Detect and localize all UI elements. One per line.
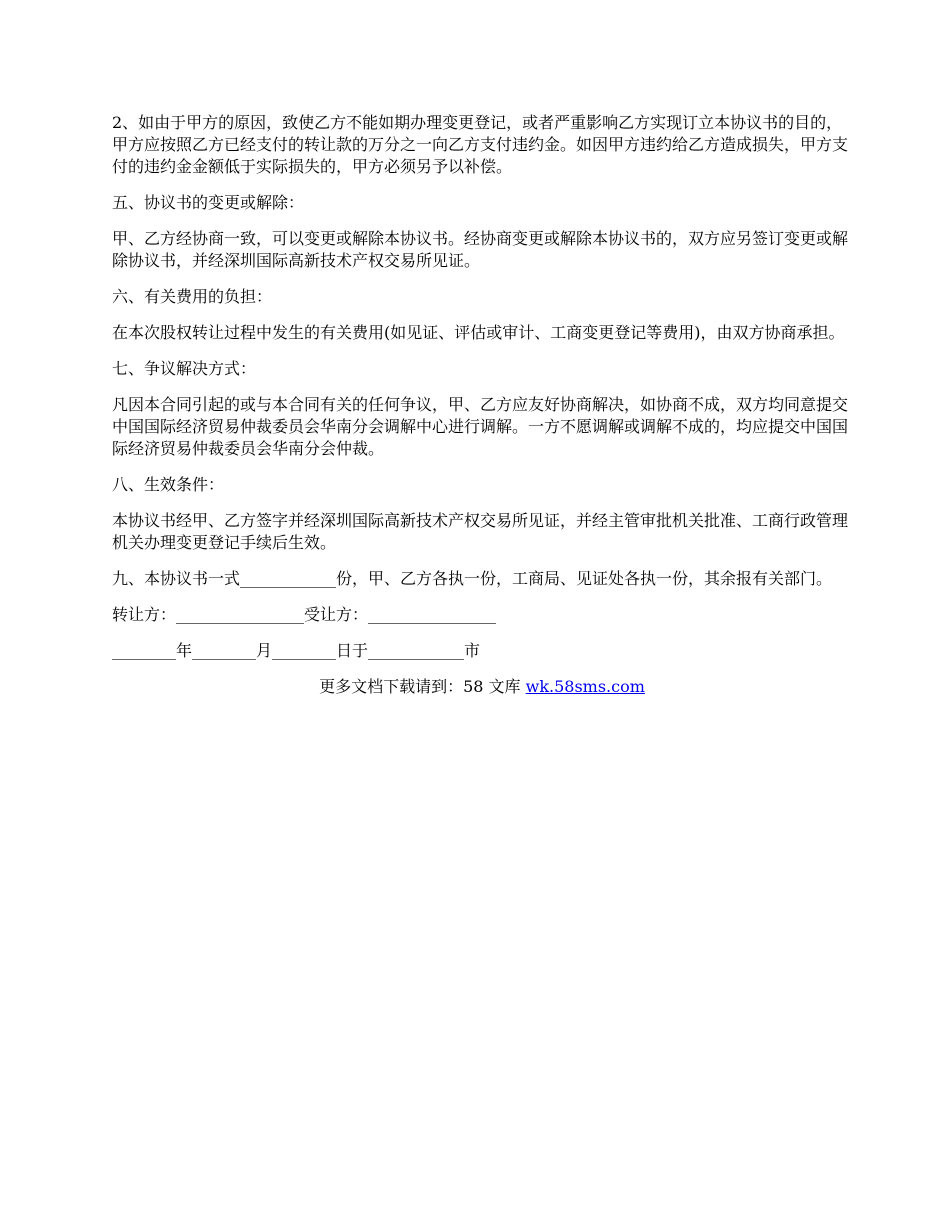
signature-line: 转让方：________________受让方：________________ [112, 605, 497, 624]
section-7-heading: 七、争议解决方式： [112, 359, 257, 378]
section-5-body: 甲、乙方经协商一致，可以变更或解除本协议书。经协商变更或解除本协议书的，双方应另签订变更或解除协议书，并经深圳国际高新技术产权交易所见证。 [112, 229, 849, 270]
section-5-heading: 五、协议书的变更或解除： [112, 193, 305, 212]
section-9-body: 九、本协议书一式____________份，甲、乙方各执一份，工商局、见证处各执一份，其余报有关部门。 [112, 569, 833, 588]
footer-link[interactable]: wk.58sms.com [525, 677, 645, 696]
section-8-body: 本协议书经甲、乙方签字并经深圳国际高新技术产权交易所见证，并经主管审批机关批准、工商行政管理机关办理变更登记手续后生效。 [112, 511, 849, 552]
document-page [112, 112, 852, 698]
section-6-heading: 六、有关费用的负担： [112, 287, 273, 306]
section-7-body: 凡因本合同引起的或与本合同有关的任何争议，甲、乙方应友好协商解决，如协商不成，双方均同意提交中国国际经济贸易仲裁委员会华南分会调解中心进行调解。一方不愿调解或调解不成的，均应提交中国国际经济贸易仲裁委员会华南分会仲裁。 [112, 395, 849, 458]
download-footer [112, 676, 852, 698]
clause-2-paragraph: 2、如由于甲方的原因，致使乙方不能如期办理变更登记，或者严重影响乙方实现订立本协议书的目的，甲方应按照乙方已经支付的转让款的万分之一向乙方支付违约金。如因甲方违约给乙方造成损失，甲方支付的违约金金额低于实际损失的，甲方必须另予以补偿。 [112, 113, 849, 176]
section-6-body: 在本次股权转让过程中发生的有关费用(如见证、评估或审计、工商变更登记等费用)，由双方协商承担。 [112, 323, 845, 342]
section-8-heading: 八、生效条件： [112, 475, 225, 494]
date-place-line: ________年________月________日于____________市 [112, 641, 481, 660]
footer-text: 更多文档下载请到：58 文库 [319, 677, 526, 696]
